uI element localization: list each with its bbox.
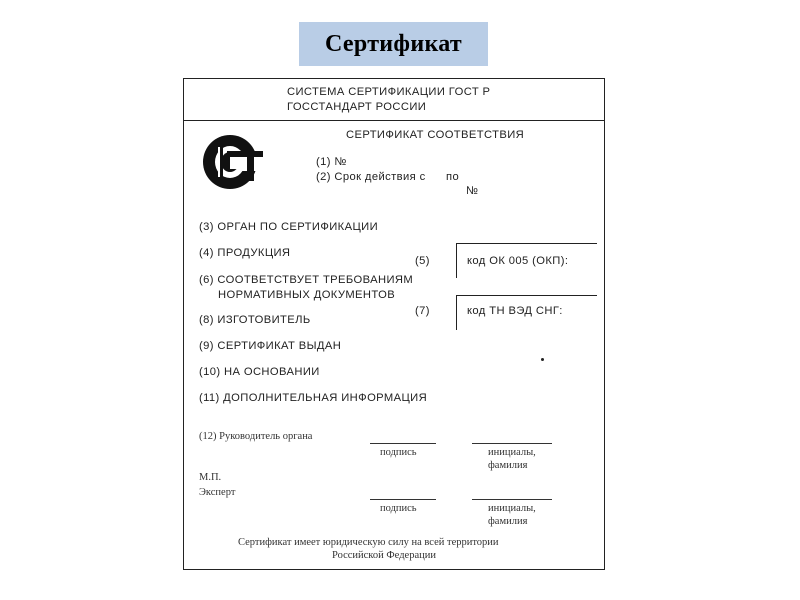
field-6-line-2: НОРМАТИВНЫХ ДОКУМЕНТОВ — [218, 289, 396, 301]
field-12-head-of-body: (12) Руководитель органа — [199, 431, 313, 442]
initials-line-2 — [472, 499, 552, 500]
signature-line-2 — [370, 499, 436, 500]
header-line-2: ГОССТАНДАРТ РОССИИ — [287, 101, 427, 113]
initials-line-1 — [472, 443, 552, 444]
field-7-number: (7) — [415, 305, 430, 317]
field-4-product: (4) ПРОДУКЦИЯ — [199, 247, 291, 259]
initials-label-2b: фамилия — [488, 516, 528, 527]
expert-label: Эксперт — [199, 487, 236, 498]
field-1-number: (1) № — [316, 156, 347, 168]
signature-line-1 — [370, 443, 436, 444]
slide-title-banner — [299, 22, 488, 66]
stray-dot — [541, 358, 544, 361]
signature-label-1: подпись — [380, 447, 417, 458]
field-6-line-1: (6) СООТВЕТСТВУЕТ ТРЕБОВАНИЯМ — [199, 274, 414, 286]
field-10-basis: (10) НА ОСНОВАНИИ — [199, 366, 320, 378]
field-9-issued-to: (9) СЕРТИФИКАТ ВЫДАН — [199, 340, 342, 352]
field-5-okp-code: код ОК 005 (ОКП): — [467, 255, 569, 267]
seal-place: М.П. — [199, 472, 222, 483]
header-line-1: СИСТЕМА СЕРТИФИКАЦИИ ГОСТ Р — [287, 86, 491, 98]
field-7-tn-ved-code: код ТН ВЭД СНГ: — [467, 305, 563, 317]
initials-label-1b: фамилия — [488, 460, 528, 471]
footer-line-1: Сертификат имеет юридическую силу на всей территории — [238, 537, 499, 548]
field-2-validity: (2) Срок действия с — [316, 171, 426, 183]
rst-logo-icon — [200, 131, 282, 193]
logo-text: РСТ — [200, 131, 202, 132]
footer-line-2: Российской Федерации — [332, 550, 436, 561]
field-11-additional-info: (11) ДОПОЛНИТЕЛЬНАЯ ИНФОРМАЦИЯ — [199, 392, 428, 404]
initials-label-2a: инициалы, — [488, 503, 536, 514]
field-8-manufacturer: (8) ИЗГОТОВИТЕЛЬ — [199, 314, 311, 326]
certificate-header — [184, 79, 604, 121]
field-2-to: по — [446, 171, 460, 183]
slide-title: Сертификат — [325, 30, 462, 57]
certificate-form — [183, 78, 605, 570]
field-3-certification-body: (3) ОРГАН ПО СЕРТИФИКАЦИИ — [199, 221, 379, 233]
certificate-title: СЕРТИФИКАТ СООТВЕТСТВИЯ — [346, 129, 525, 141]
initials-label-1a: инициалы, — [488, 447, 536, 458]
field-2-no: № — [466, 185, 479, 197]
rst-logo — [200, 131, 282, 193]
signature-label-2: подпись — [380, 503, 417, 514]
field-5-number: (5) — [415, 255, 430, 267]
